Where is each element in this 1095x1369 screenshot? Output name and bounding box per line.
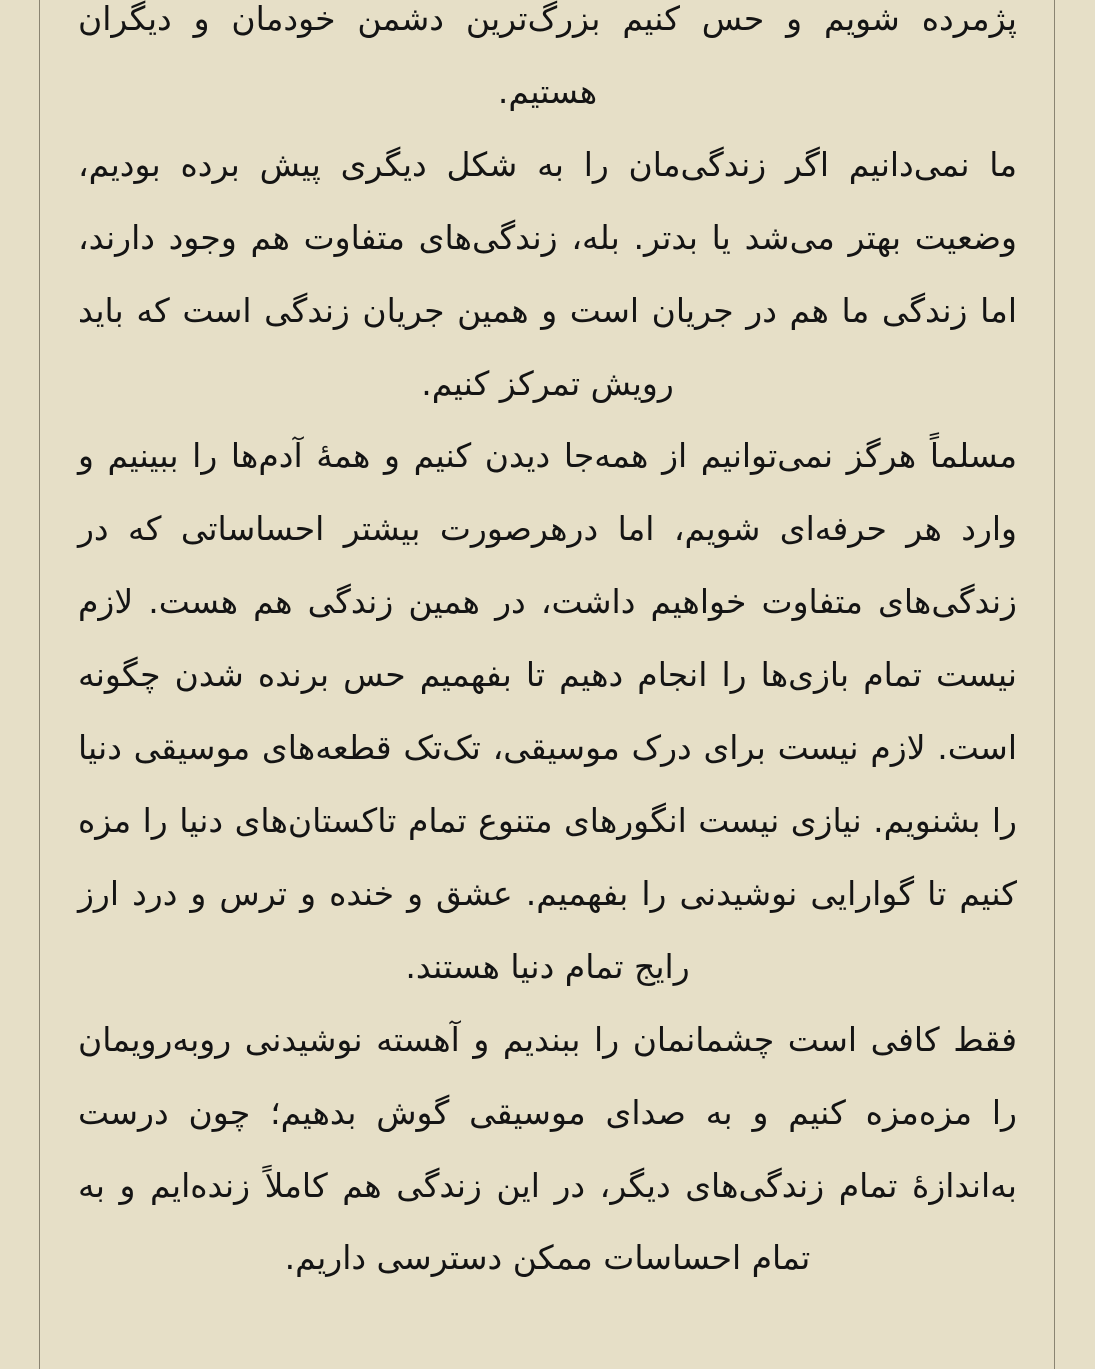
paragraph-2: ما نمی‌دانیم اگر زندگی‌مان را به شکل دیگری پیش برده بودیم، وضعیت بهتر می‌شد یا بدتر. بله، زندگی‌های متفاوت هم وجود دارند، اما زندگی ما هم در جریان است و همین جریان زندگی است که باید رویش تمرکز کنیم. — [78, 144, 1017, 403]
left-margin-rule — [39, 0, 40, 1369]
paragraph-4: فقط کافی است چشمانمان را ببندیم و آهسته نوشیدنی روبه‌رویمان را مزه‌مزه کنیم و به صدای موسیقی گوش بدهیم؛ چون درست به‌اندازهٔ تمام زندگی‌های دیگر، در این زندگی هم کاملاً زنده‌ایم و به تمام احساسات ممکن دسترسی داریم. — [78, 1019, 1017, 1278]
right-margin-rule — [1054, 0, 1055, 1369]
paragraph-1: پژمرده شویم و حس کنیم بزرگ‌ترین دشمن خودمان و دیگران هستیم. — [78, 0, 1017, 111]
paragraph-3: مسلماً هرگز نمی‌توانیم از همه‌جا دیدن کنیم و همهٔ آدم‌ها را ببینیم و وارد هر حرفه‌ای شویم، اما درهرصورت بیشتر احساساتی که در زندگی‌های متفاوت خواهیم داشت، در همین زندگی هم هست. لازم نیست تمام بازی‌ها را انجام دهیم تا بفهمیم حس برنده شدن چگونه است. لازم نیست برای درک موسیقی، تک‌تک قطعه‌های موسیقی دنیا را بشنویم. نیازی نیست انگورهای متنوع تمام تاکستان‌های دنیا را مزه کنیم تا گوارایی نوشیدنی را بفهمیم. عشق و خنده و ترس و درد ارز رایج تمام دنیا هستند. — [78, 436, 1017, 986]
text-column — [78, 0, 1017, 1295]
